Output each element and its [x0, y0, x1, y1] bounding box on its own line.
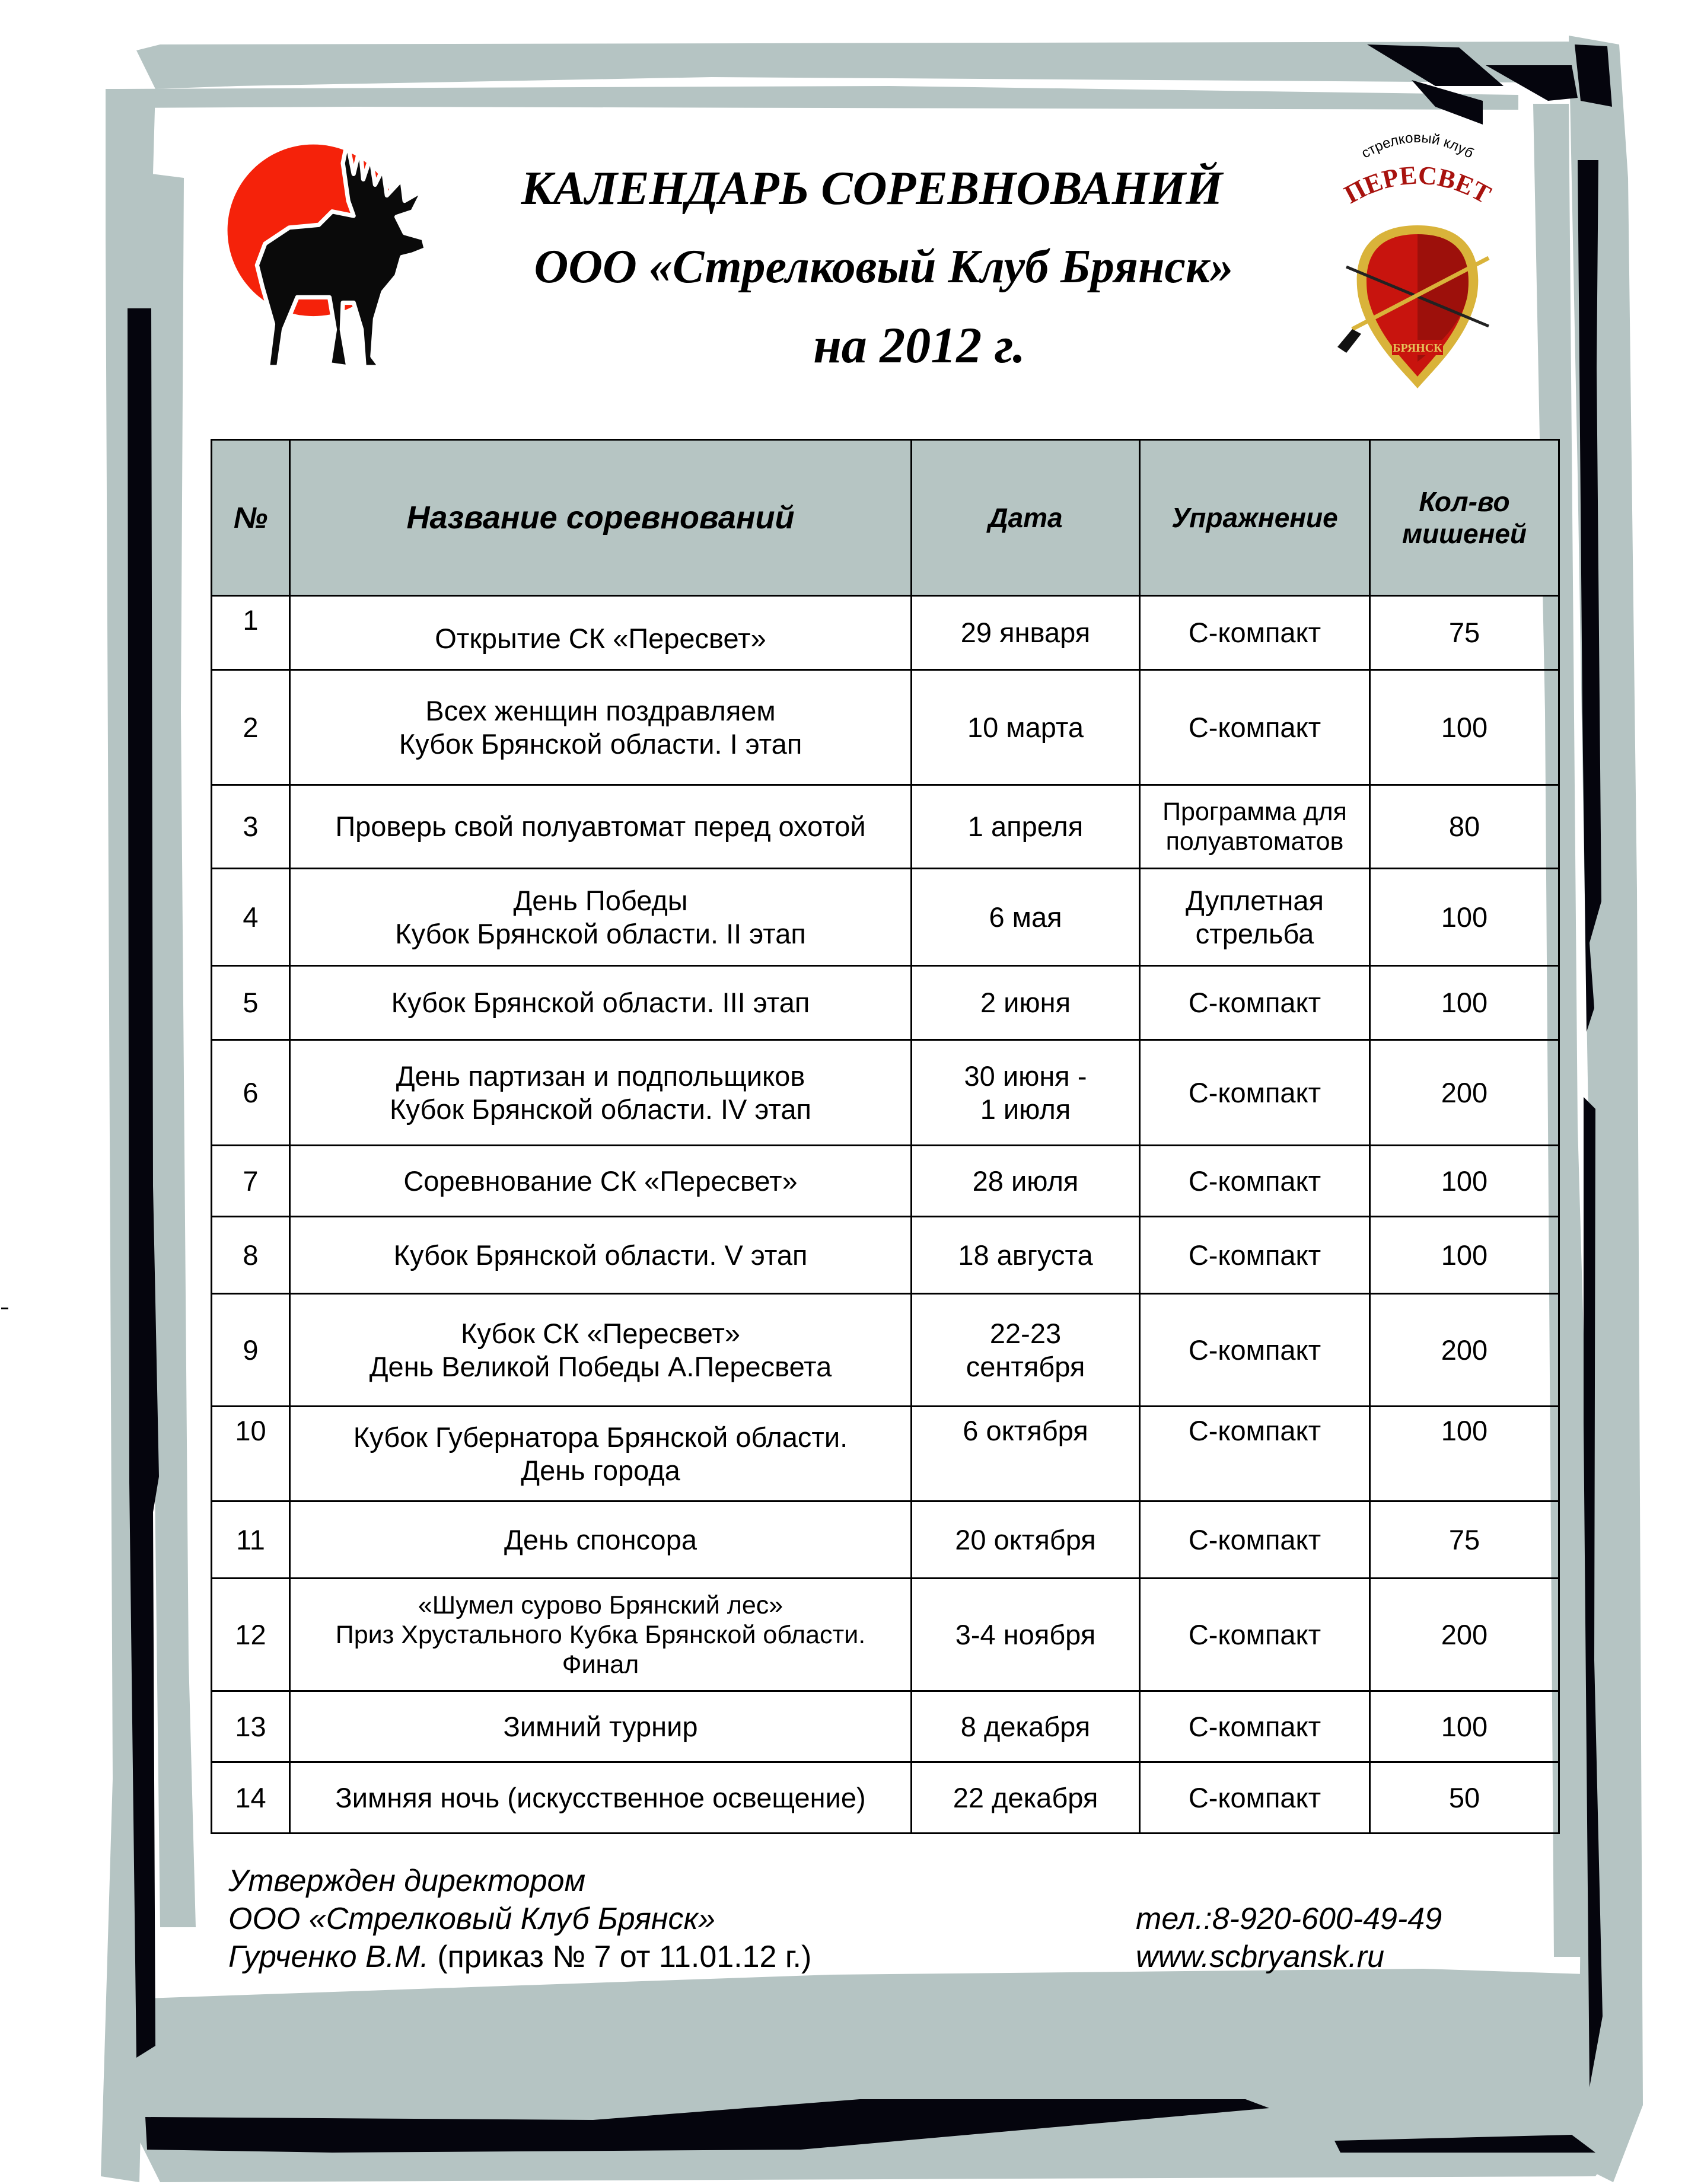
- date-line: 6 мая: [989, 901, 1062, 933]
- cell-date: [912, 1691, 1140, 1762]
- svg-text:ПЕРЕСВЕТ: [1339, 160, 1495, 209]
- exercise-line: Программа для: [1162, 798, 1347, 826]
- competition-name-line: «Шумел сурово Брянский лес»: [418, 1590, 783, 1619]
- date-line: 8 декабря: [960, 1710, 1091, 1742]
- cell-competition-name: [290, 1407, 912, 1501]
- cell-targets: 100: [1370, 1146, 1559, 1217]
- competition-name-line: День Победы: [513, 884, 688, 916]
- competition-name-line: День Великой Победы А.Пересвета: [369, 1350, 832, 1382]
- cell-number: 6: [212, 1040, 290, 1146]
- cell-number: 4: [212, 869, 290, 966]
- table-row: [212, 670, 1559, 785]
- cell-date: [912, 1217, 1140, 1294]
- table-row: [212, 1691, 1559, 1762]
- competition-name-line: Всех женщин поздравляем: [425, 694, 776, 726]
- cell-date: [912, 1762, 1140, 1834]
- competition-name-line: День города: [521, 1454, 680, 1486]
- cell-number: 11: [212, 1501, 290, 1579]
- column-header-targets: Кол-во мишеней: [1370, 440, 1559, 596]
- cell-number: 9: [212, 1294, 290, 1407]
- table-row: [212, 1407, 1559, 1501]
- exercise-line: С-компакт: [1188, 1415, 1321, 1446]
- table-row: [212, 596, 1559, 670]
- exercise-line: С-компакт: [1188, 617, 1321, 648]
- exercise-line: С-компакт: [1188, 1781, 1321, 1813]
- cell-exercise: [1140, 1579, 1370, 1691]
- cell-number: 7: [212, 1146, 290, 1217]
- date-line: 1 апреля: [967, 811, 1084, 842]
- cell-date: [912, 1040, 1140, 1146]
- cell-date: [912, 785, 1140, 869]
- cell-competition-name: [290, 1579, 912, 1691]
- order-reference: (приказ № 7 от 11.01.12 г.): [437, 1940, 812, 1974]
- cell-targets: 100: [1370, 869, 1559, 966]
- approval-signature: [228, 1938, 811, 1976]
- cell-exercise: [1140, 1217, 1370, 1294]
- peresvet-shield-logo-icon: [1326, 127, 1509, 394]
- cell-exercise: [1140, 1146, 1370, 1217]
- cell-competition-name: [290, 1501, 912, 1579]
- cell-exercise: [1140, 966, 1370, 1040]
- competition-name-line: Кубок Брянской области. II этап: [395, 917, 806, 949]
- cell-competition-name: [290, 869, 912, 966]
- date-line: 10 марта: [967, 711, 1084, 743]
- table-row: [212, 966, 1559, 1040]
- date-line: сентября: [966, 1350, 1085, 1382]
- exercise-line: С-компакт: [1188, 1710, 1321, 1742]
- exercise-line: С-компакт: [1188, 1618, 1321, 1650]
- competition-name-line: Кубок Губернатора Брянской области.: [353, 1421, 848, 1453]
- cell-number: 5: [212, 966, 290, 1040]
- website-link[interactable]: www.scbryansk.ru: [1136, 1940, 1384, 1974]
- competition-name-line: День спонсора: [504, 1523, 697, 1555]
- cell-targets: 50: [1370, 1762, 1559, 1834]
- cell-exercise: [1140, 1691, 1370, 1762]
- competition-name-line: Кубок Брянской области. I этап: [399, 728, 802, 760]
- approval-block: [228, 1862, 811, 1976]
- cell-exercise: [1140, 1501, 1370, 1579]
- exercise-line: С-компакт: [1188, 1076, 1321, 1108]
- cell-date: [912, 1294, 1140, 1407]
- exercise-line: Дуплетная: [1186, 884, 1324, 916]
- column-header-name: Название соревнований: [290, 440, 912, 596]
- cell-number: 1: [212, 596, 290, 670]
- cell-exercise: [1140, 785, 1370, 869]
- cell-targets: 200: [1370, 1579, 1559, 1691]
- date-line: 20 октября: [955, 1523, 1096, 1555]
- competition-name-line: Проверь свой полуавтомат перед охотой: [335, 811, 866, 842]
- svg-text:стрелковый клуб: [1359, 130, 1476, 162]
- cell-number: 2: [212, 670, 290, 785]
- date-line: 1 июля: [980, 1093, 1071, 1125]
- date-line: 6 октября: [963, 1415, 1088, 1446]
- cell-targets: 200: [1370, 1294, 1559, 1407]
- table-row: [212, 1762, 1559, 1834]
- date-line: 22-23: [989, 1317, 1062, 1349]
- table-row: [212, 1146, 1559, 1217]
- table-row: [212, 785, 1559, 869]
- cell-exercise: [1140, 1407, 1370, 1501]
- table-row: [212, 1217, 1559, 1294]
- competition-name-line: Открытие СК «Пересвет»: [435, 623, 766, 654]
- table-header-row: [212, 440, 1559, 596]
- year-subtitle: на 2012 г.: [813, 317, 1025, 374]
- cell-competition-name: [290, 785, 912, 869]
- competition-name-line: Финал: [562, 1650, 639, 1679]
- director-name: Гурченко В.М.: [228, 1940, 429, 1974]
- date-line: 3-4 ноября: [955, 1618, 1096, 1650]
- cell-date: [912, 670, 1140, 785]
- column-header-exercise: Упражнение: [1140, 440, 1370, 596]
- cell-targets: 100: [1370, 1407, 1559, 1501]
- exercise-line: С-компакт: [1188, 987, 1321, 1018]
- cell-number: 3: [212, 785, 290, 869]
- exercise-line: С-компакт: [1188, 1334, 1321, 1366]
- cell-date: [912, 1579, 1140, 1691]
- approval-organization: ООО «Стрелковый Клуб Брянск»: [228, 1902, 715, 1936]
- column-header-number: №: [212, 440, 290, 596]
- cell-number: 8: [212, 1217, 290, 1294]
- table-row: [212, 1579, 1559, 1691]
- cell-exercise: [1140, 1040, 1370, 1146]
- cell-date: [912, 1407, 1140, 1501]
- cell-targets: 75: [1370, 596, 1559, 670]
- competition-name-line: Кубок Брянской области. V этап: [393, 1239, 808, 1271]
- cell-targets: 100: [1370, 670, 1559, 785]
- cell-date: [912, 966, 1140, 1040]
- table-row: [212, 1501, 1559, 1579]
- cell-date: [912, 869, 1140, 966]
- organization-name: ООО «Стрелковый Клуб Брянск»: [534, 241, 1234, 293]
- cell-targets: 200: [1370, 1040, 1559, 1146]
- cell-exercise: [1140, 1294, 1370, 1407]
- cell-date: [912, 1146, 1140, 1217]
- cell-targets: 75: [1370, 1501, 1559, 1579]
- table-row: [212, 1294, 1559, 1407]
- logo-arc-text: стрелковый клуб: [1358, 129, 1477, 162]
- cell-targets: 100: [1370, 966, 1559, 1040]
- phone-number: тел.:8-920-600-49-49: [1136, 1902, 1442, 1936]
- competition-name-line: Кубок СК «Пересвет»: [461, 1317, 740, 1349]
- contacts-block: [1136, 1900, 1442, 1976]
- competition-name-line: День партизан и подпольщиков: [396, 1060, 805, 1092]
- cell-competition-name: [290, 966, 912, 1040]
- table-row: [212, 869, 1559, 966]
- cell-targets: 100: [1370, 1691, 1559, 1762]
- cell-date: [912, 596, 1140, 670]
- competition-name-line: Кубок Брянской области. III этап: [391, 987, 810, 1018]
- competition-name-line: Соревнование СК «Пересвет»: [403, 1165, 798, 1197]
- date-line: 18 августа: [958, 1239, 1093, 1271]
- competition-name-line: Кубок Брянской области. IV этап: [390, 1093, 811, 1125]
- cell-targets: 80: [1370, 785, 1559, 869]
- cell-number: 10: [212, 1407, 290, 1501]
- stray-mark: [1, 1308, 8, 1309]
- cell-competition-name: [290, 1217, 912, 1294]
- logo-name-text: ПЕРЕСВЕТ: [1339, 160, 1496, 209]
- cell-competition-name: [290, 1691, 912, 1762]
- cell-targets: 100: [1370, 1217, 1559, 1294]
- cell-number: 13: [212, 1691, 290, 1762]
- cell-number: 12: [212, 1579, 290, 1691]
- cell-competition-name: [290, 670, 912, 785]
- date-line: 2 июня: [980, 987, 1071, 1018]
- cell-competition-name: [290, 1762, 912, 1834]
- competition-name-line: Зимний турнир: [503, 1710, 698, 1742]
- exercise-line: стрельба: [1195, 917, 1314, 949]
- date-line: 28 июля: [972, 1165, 1079, 1197]
- competition-name-line: Приз Хрустального Кубка Брянской области.: [335, 1620, 866, 1649]
- exercise-line: полуавтоматов: [1165, 827, 1344, 856]
- cell-exercise: [1140, 670, 1370, 785]
- cell-exercise: [1140, 596, 1370, 670]
- moose-sun-logo-icon: [219, 122, 445, 377]
- competition-calendar-table: [211, 439, 1560, 1834]
- cell-competition-name: [290, 1294, 912, 1407]
- cell-exercise: [1140, 869, 1370, 966]
- cell-competition-name: [290, 1040, 912, 1146]
- cell-exercise: [1140, 1762, 1370, 1834]
- cell-competition-name: [290, 1146, 912, 1217]
- page-title: КАЛЕНДАРЬ СОРЕВНОВАНИЙ: [521, 162, 1223, 215]
- exercise-line: С-компакт: [1188, 1165, 1321, 1197]
- approval-line: Утвержден директором: [228, 1864, 586, 1898]
- date-line: 30 июня -: [964, 1060, 1087, 1092]
- date-line: 22 декабря: [953, 1781, 1098, 1813]
- cell-competition-name: [290, 596, 912, 670]
- exercise-line: С-компакт: [1188, 1523, 1321, 1555]
- date-line: 29 января: [960, 617, 1091, 648]
- cell-date: [912, 1501, 1140, 1579]
- column-header-date: Дата: [912, 440, 1140, 596]
- exercise-line: С-компакт: [1188, 711, 1321, 743]
- table-row: [212, 1040, 1559, 1146]
- competition-name-line: Зимняя ночь (искусственное освещение): [335, 1781, 866, 1813]
- cell-number: 14: [212, 1762, 290, 1834]
- logo-city-text: БРЯНСК: [1393, 342, 1442, 355]
- exercise-line: С-компакт: [1188, 1239, 1321, 1271]
